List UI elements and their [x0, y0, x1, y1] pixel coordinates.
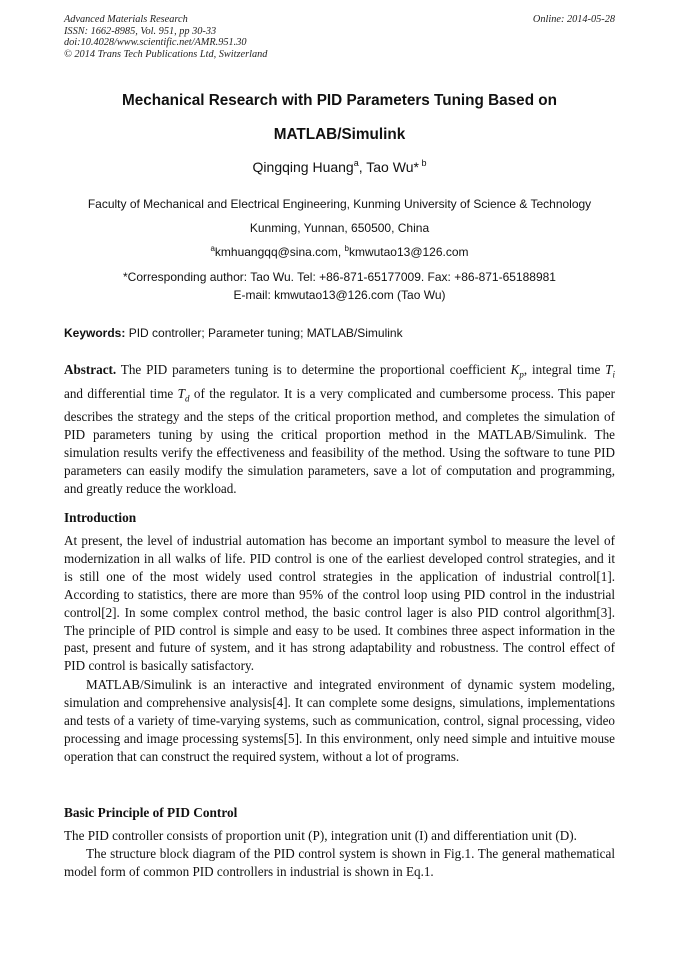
abstract-text-1: The PID parameters tuning is to determine the proportional coefficient	[116, 362, 511, 377]
abstract-text-3: and differential time	[64, 385, 178, 401]
journal-header	[64, 14, 615, 60]
author-1-mark: a	[353, 158, 359, 168]
author-separator: ,	[358, 159, 367, 175]
keywords	[64, 325, 615, 341]
paper-title-line-1: Mechanical Research with PID Parameters Tuning Based on	[122, 92, 557, 109]
affiliation-line-2: Kunming, Yunnan, 650500, China	[249, 221, 430, 235]
abstract-paragraph	[64, 361, 615, 498]
corresponding-author: *Corresponding author: Tao Wu. Tel: +86-871-65177009. Fax: +86-871-65188981	[123, 270, 556, 284]
basic-principle-paragraph-2: The structure block diagram of the PID control system is shown in Fig.1. The general mathematical model form of common PID controllers in industrial is shown in Eq.1.	[64, 846, 615, 879]
paper-title-line-2: MATLAB/Simulink	[273, 126, 406, 143]
symbol-ti: $T_i$	[605, 362, 615, 380]
journal-name: Advanced Materials Research	[64, 14, 188, 25]
email-a: kmhuangqq@sina.com,	[214, 245, 345, 259]
abstract-label: Abstract.	[64, 362, 117, 377]
symbol-kp: $K_p$	[510, 362, 524, 380]
basic-principle-paragraph-1: The PID controller consists of proportion unit (P), integration unit (I) and differentiation unit (D).	[64, 828, 577, 843]
author-1: Qingqing Huang	[252, 159, 354, 175]
email-a-mark: a	[210, 244, 215, 253]
introduction-paragraph-2: MATLAB/Simulink is an interactive and integrated environment of dynamic system modeling, simulation and comprehensive analysis[4]. It can complete some designs, simulations, implementations and tests of a variety of time-varying systems, such as communication, control, signal processing, video processing and image processing systems[5]. In this environment, only need simple and intuitive mouse operation that can construct the required system, without a lot of programs.	[64, 677, 615, 764]
basic-principle-heading: Basic Principle of PID Control	[64, 805, 238, 820]
introduction-paragraph-1: At present, the level of industrial automation has become an important symbol to measure the level of modernization in all walks of life. PID control is one of the earliest developed control strategies, and it is still one of the most widely used control strategies in the application of industrial control[1]. According to statistics, there are more than 95% of the control loop using PID control in the industrial control[2]. In some complex control method, the basic control lager is also PID control algorithm[3]. The principle of PID control is simple and easy to be used. It combines three aspect information in the past, present and future of system, and it has strong adaptability and robustness. The control effect of PID control is basically satisfactory.	[64, 533, 615, 674]
abstract-text-4: of the regulator. It is a very complicated and cumbersome process. This paper describes the strategy and the steps of the critical proportion method, and completes the simulation of PID parameters tuning by using the critical proportion method in the MATLAB/Simulink. The simulation results verify the effectiveness and feasibility of the method. Using the software to tune PID parameters can easily modify the simulation parameters, save a lot of computation and programming, and greatly reduce the workload.	[64, 385, 615, 496]
author-2-mark: b	[418, 158, 427, 168]
author-2: Tao Wu*	[366, 159, 419, 175]
email-b: kmwutao13@126.com	[348, 245, 469, 259]
author-list	[64, 158, 615, 176]
affiliation-line-1: Faculty of Mechanical and Electrical Engineering, Kunming University of Science & Technology	[87, 197, 592, 211]
keywords-label: Keywords:	[64, 326, 126, 340]
abstract-text-2: , integral time	[523, 362, 606, 377]
keywords-text: PID controller; Parameter tuning; MATLAB/Simulink	[125, 326, 403, 340]
journal-doi: doi:10.4028/www.scientific.net/AMR.951.30	[64, 37, 247, 49]
email-b-mark: b	[344, 244, 349, 253]
symbol-td: $T_d$	[177, 385, 190, 404]
online-date: Online: 2014-05-28	[532, 14, 615, 25]
author-emails	[64, 244, 615, 260]
introduction-heading: Introduction	[64, 510, 137, 525]
journal-copyright: © 2014 Trans Tech Publications Ltd, Switzerland	[64, 48, 268, 60]
journal-issn: ISSN: 1662-8985, Vol. 951, pp 30-33	[64, 25, 217, 37]
corresponding-email: E-mail: kmwutao13@126.com (Tao Wu)	[233, 288, 446, 302]
